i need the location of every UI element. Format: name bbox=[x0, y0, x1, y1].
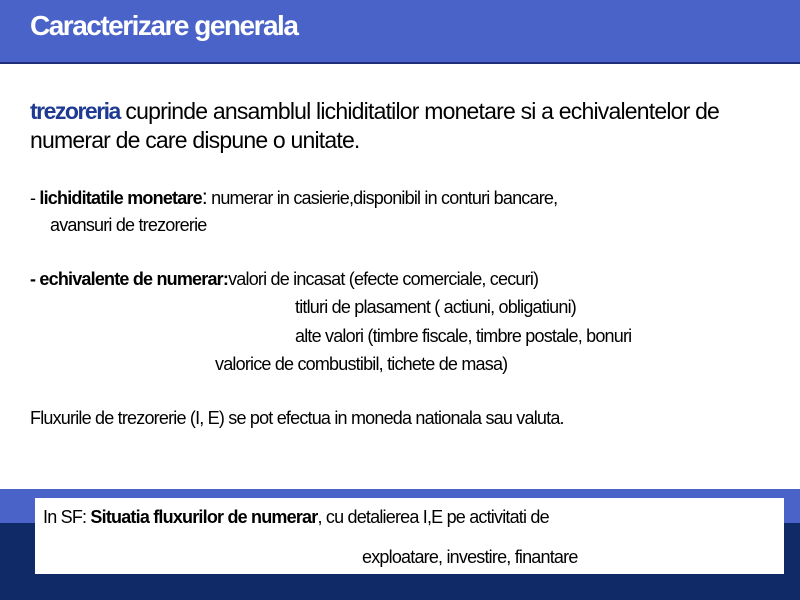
echivalente-line-1 bbox=[30, 269, 538, 290]
intro-text: cuprinde ansamblul lichiditatilor monetare si a echivalentelor de bbox=[119, 98, 720, 124]
slide-title: Caracterizare generala bbox=[30, 10, 298, 41]
intro-line-2: numerar de care dispune o unitate. bbox=[30, 127, 360, 153]
slide-header bbox=[0, 0, 800, 64]
footer-term: Situatia fluxurilor de numerar bbox=[90, 507, 318, 527]
echivalente-item-2: titluri de plasament ( actiuni, obligatiuni) bbox=[295, 297, 576, 317]
footer-line-1 bbox=[43, 507, 549, 528]
fluxuri-text: Fluxurile de trezorerie (I, E) se pot efectua in moneda nationala sau valuta. bbox=[30, 408, 564, 428]
echivalente-item-3-cont: valorice de combustibil, tichete de masa) bbox=[215, 354, 508, 374]
intro-term: trezoreria bbox=[30, 98, 120, 124]
footer-prefix: In SF: bbox=[43, 507, 91, 527]
echivalente-item-1: valori de incasat (efecte comerciale, cecuri) bbox=[228, 269, 539, 289]
lichiditati-colon: : bbox=[201, 186, 207, 209]
lichiditati-term: lichiditatile monetare bbox=[39, 188, 202, 208]
intro-line-1 bbox=[30, 98, 719, 125]
echivalente-term: - echivalente de numerar: bbox=[30, 269, 229, 289]
footer-line-2: exploatare, investire, finantare bbox=[362, 547, 578, 567]
lichiditati-line-2: avansuri de trezorerie bbox=[50, 215, 207, 235]
lichiditati-desc: numerar in casierie,disponibil in conturi bancare, bbox=[206, 188, 558, 208]
lichiditati-line-1 bbox=[30, 186, 557, 210]
echivalente-item-3: alte valori (timbre fiscale, timbre postale, bonuri bbox=[295, 326, 632, 346]
footer-text: , cu detalierea I,E pe activitati de bbox=[317, 507, 549, 527]
lichiditati-prefix: - bbox=[30, 188, 40, 208]
footer-note-box bbox=[35, 498, 784, 574]
